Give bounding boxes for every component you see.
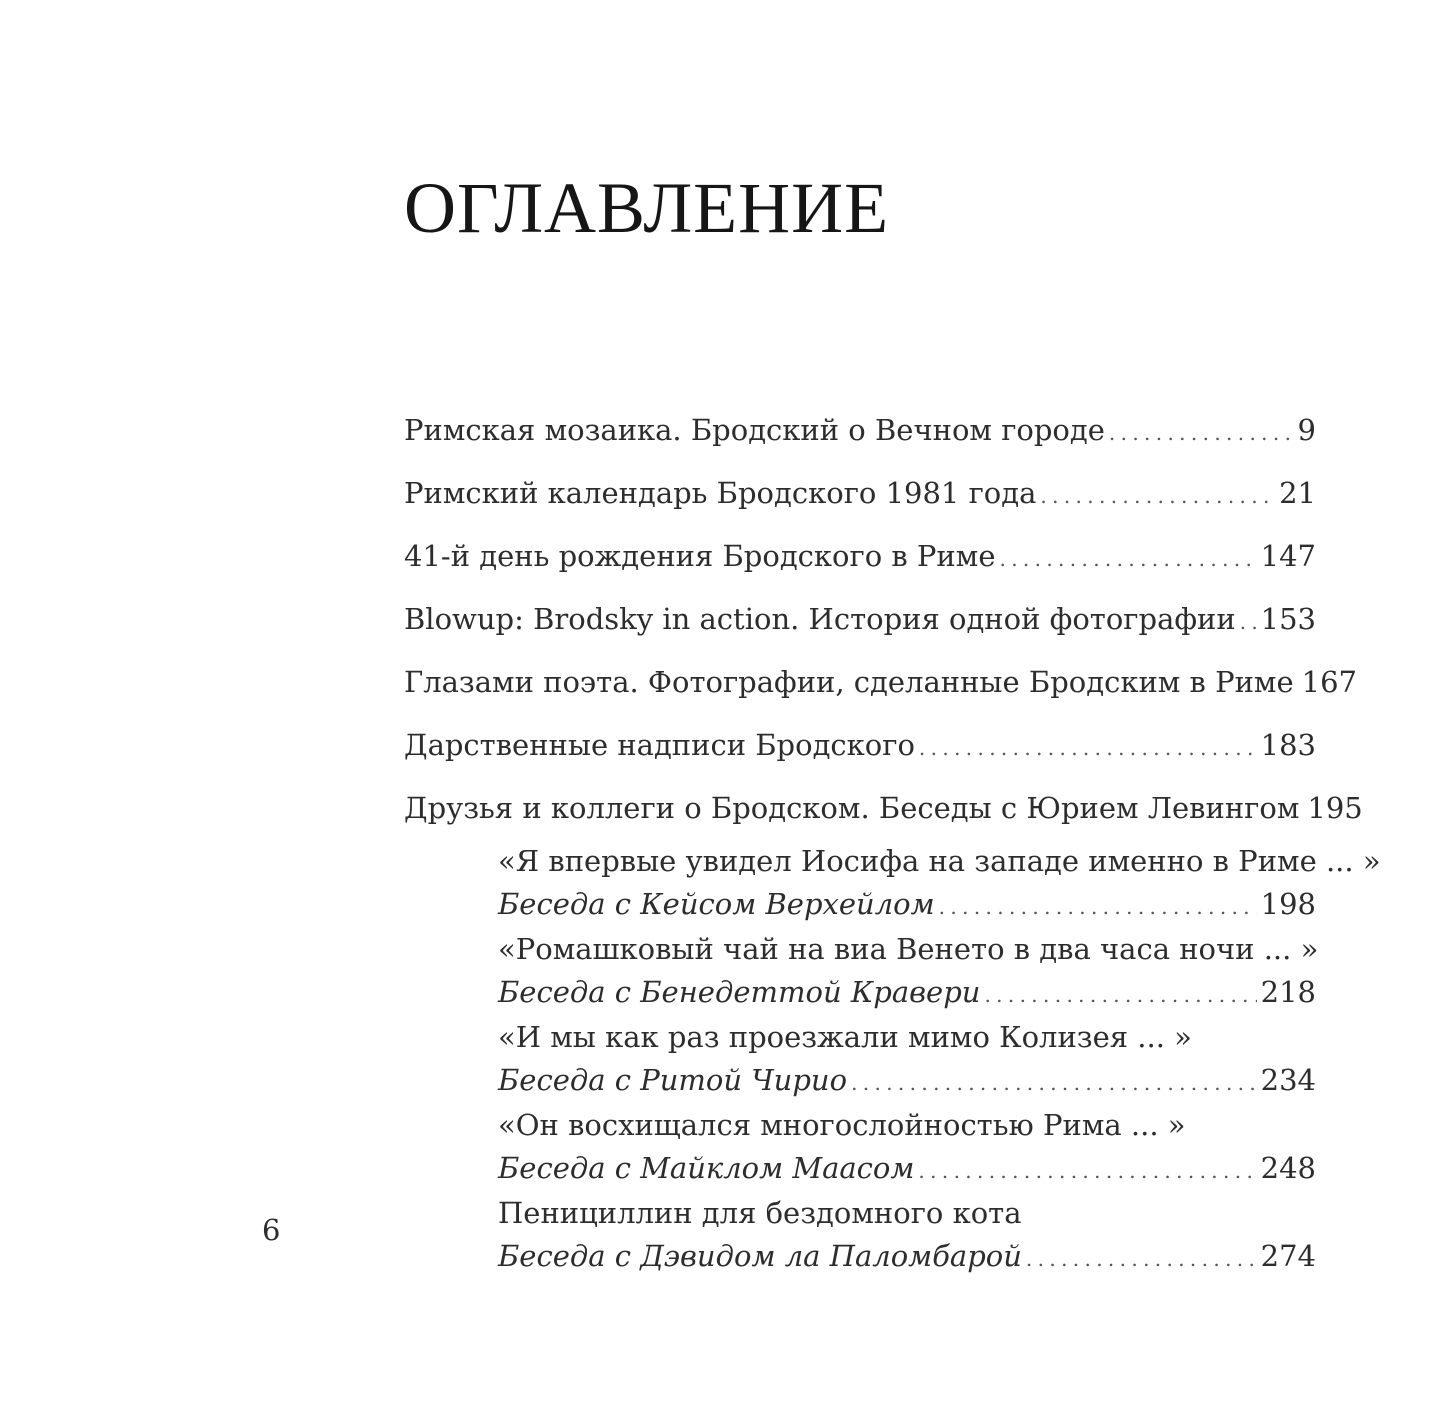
toc-entry-title: Римский календарь Бродского 1981 года	[404, 476, 1037, 510]
toc-entry[interactable]	[404, 471, 1316, 518]
page-number: 6	[262, 1213, 281, 1247]
dot-leader	[1040, 474, 1275, 518]
sub-entry-page: 234	[1260, 1063, 1316, 1097]
toc-entry-title: Дарственные надписи Бродского	[404, 728, 915, 762]
dot-leader	[919, 726, 1257, 770]
sub-entries	[498, 841, 1381, 1281]
sub-entry-subtitle: Беседа с Бенедеттой Кравери	[498, 975, 981, 1009]
toc-entry-title: Глазами поэта. Фотографии, сделанные Бродским в Риме	[404, 665, 1294, 699]
toc-entry-title: 41-й день рождения Бродского в Риме	[404, 539, 996, 573]
toc-sub-entry[interactable]	[498, 929, 1319, 1017]
toc-entry[interactable]	[404, 723, 1316, 770]
toc-entry-page: 153	[1260, 602, 1316, 636]
toc-entry[interactable]	[404, 597, 1316, 644]
toc-entry[interactable]	[404, 786, 1363, 833]
dot-leader	[999, 537, 1256, 581]
sub-entry-title: «Я впервые увидел Иосифа на западе именно в Риме ... »	[498, 844, 1381, 878]
toc-entry-page: 183	[1260, 728, 1316, 762]
toc-entry[interactable]	[404, 534, 1316, 581]
sub-entry-subtitle: Беседа с Кейсом Верхейлом	[498, 887, 935, 921]
dot-leader	[918, 1149, 1256, 1193]
toc-entry-page: 21	[1279, 476, 1316, 510]
toc-entry[interactable]	[404, 408, 1316, 455]
toc-sub-entry[interactable]	[498, 1105, 1316, 1193]
toc-entry-page: 167	[1301, 665, 1358, 699]
table-of-contents	[404, 408, 1381, 1281]
dot-leader	[939, 885, 1257, 929]
sub-entry-subtitle: Беседа с Майклом Маасом	[498, 1151, 915, 1185]
toc-entry-title: Римская мозаика. Бродский о Вечном городе	[404, 413, 1105, 447]
sub-entry-title: «И мы как раз проезжали мимо Колизея ... »	[498, 1020, 1192, 1054]
dot-leader	[1026, 1237, 1257, 1281]
sub-entry-subtitle: Беседа с Дэвидом ла Паломбарой	[498, 1239, 1022, 1273]
toc-entry-title: Друзья и коллеги о Бродском. Беседы с Юрием Левингом	[404, 791, 1300, 825]
sub-entry-page: 198	[1260, 887, 1316, 921]
sub-entry-page: 248	[1260, 1151, 1316, 1185]
sub-entry-title: «Он восхищался многослойностью Рима ... »	[498, 1108, 1186, 1142]
sub-entry-title: «Ромашковый чай на виа Венето в два часа ночи ... »	[498, 932, 1319, 966]
toc-entry-page: 147	[1260, 539, 1316, 573]
sub-entry-page: 218	[1260, 975, 1316, 1009]
toc-entry[interactable]	[404, 660, 1358, 707]
toc-entry-page: 9	[1297, 413, 1316, 447]
toc-sub-entry[interactable]	[498, 1017, 1316, 1105]
page-title: ОГЛАВЛЕНИЕ	[404, 168, 890, 248]
toc-entry-page: 195	[1307, 791, 1363, 825]
sub-entry-subtitle: Беседа с Ритой Чирио	[498, 1063, 848, 1097]
dot-leader	[984, 973, 1256, 1017]
toc-sub-entry[interactable]	[498, 841, 1381, 929]
dot-leader	[1240, 600, 1257, 644]
toc-sub-entry[interactable]	[498, 1193, 1316, 1281]
dot-leader	[1109, 411, 1294, 455]
sub-entry-page: 274	[1260, 1239, 1316, 1273]
sub-entry-title: Пенициллин для бездомного кота	[498, 1196, 1022, 1230]
dot-leader	[851, 1061, 1257, 1105]
toc-entry-title: Blowup: Brodsky in action. История одной фотографии	[404, 602, 1236, 636]
